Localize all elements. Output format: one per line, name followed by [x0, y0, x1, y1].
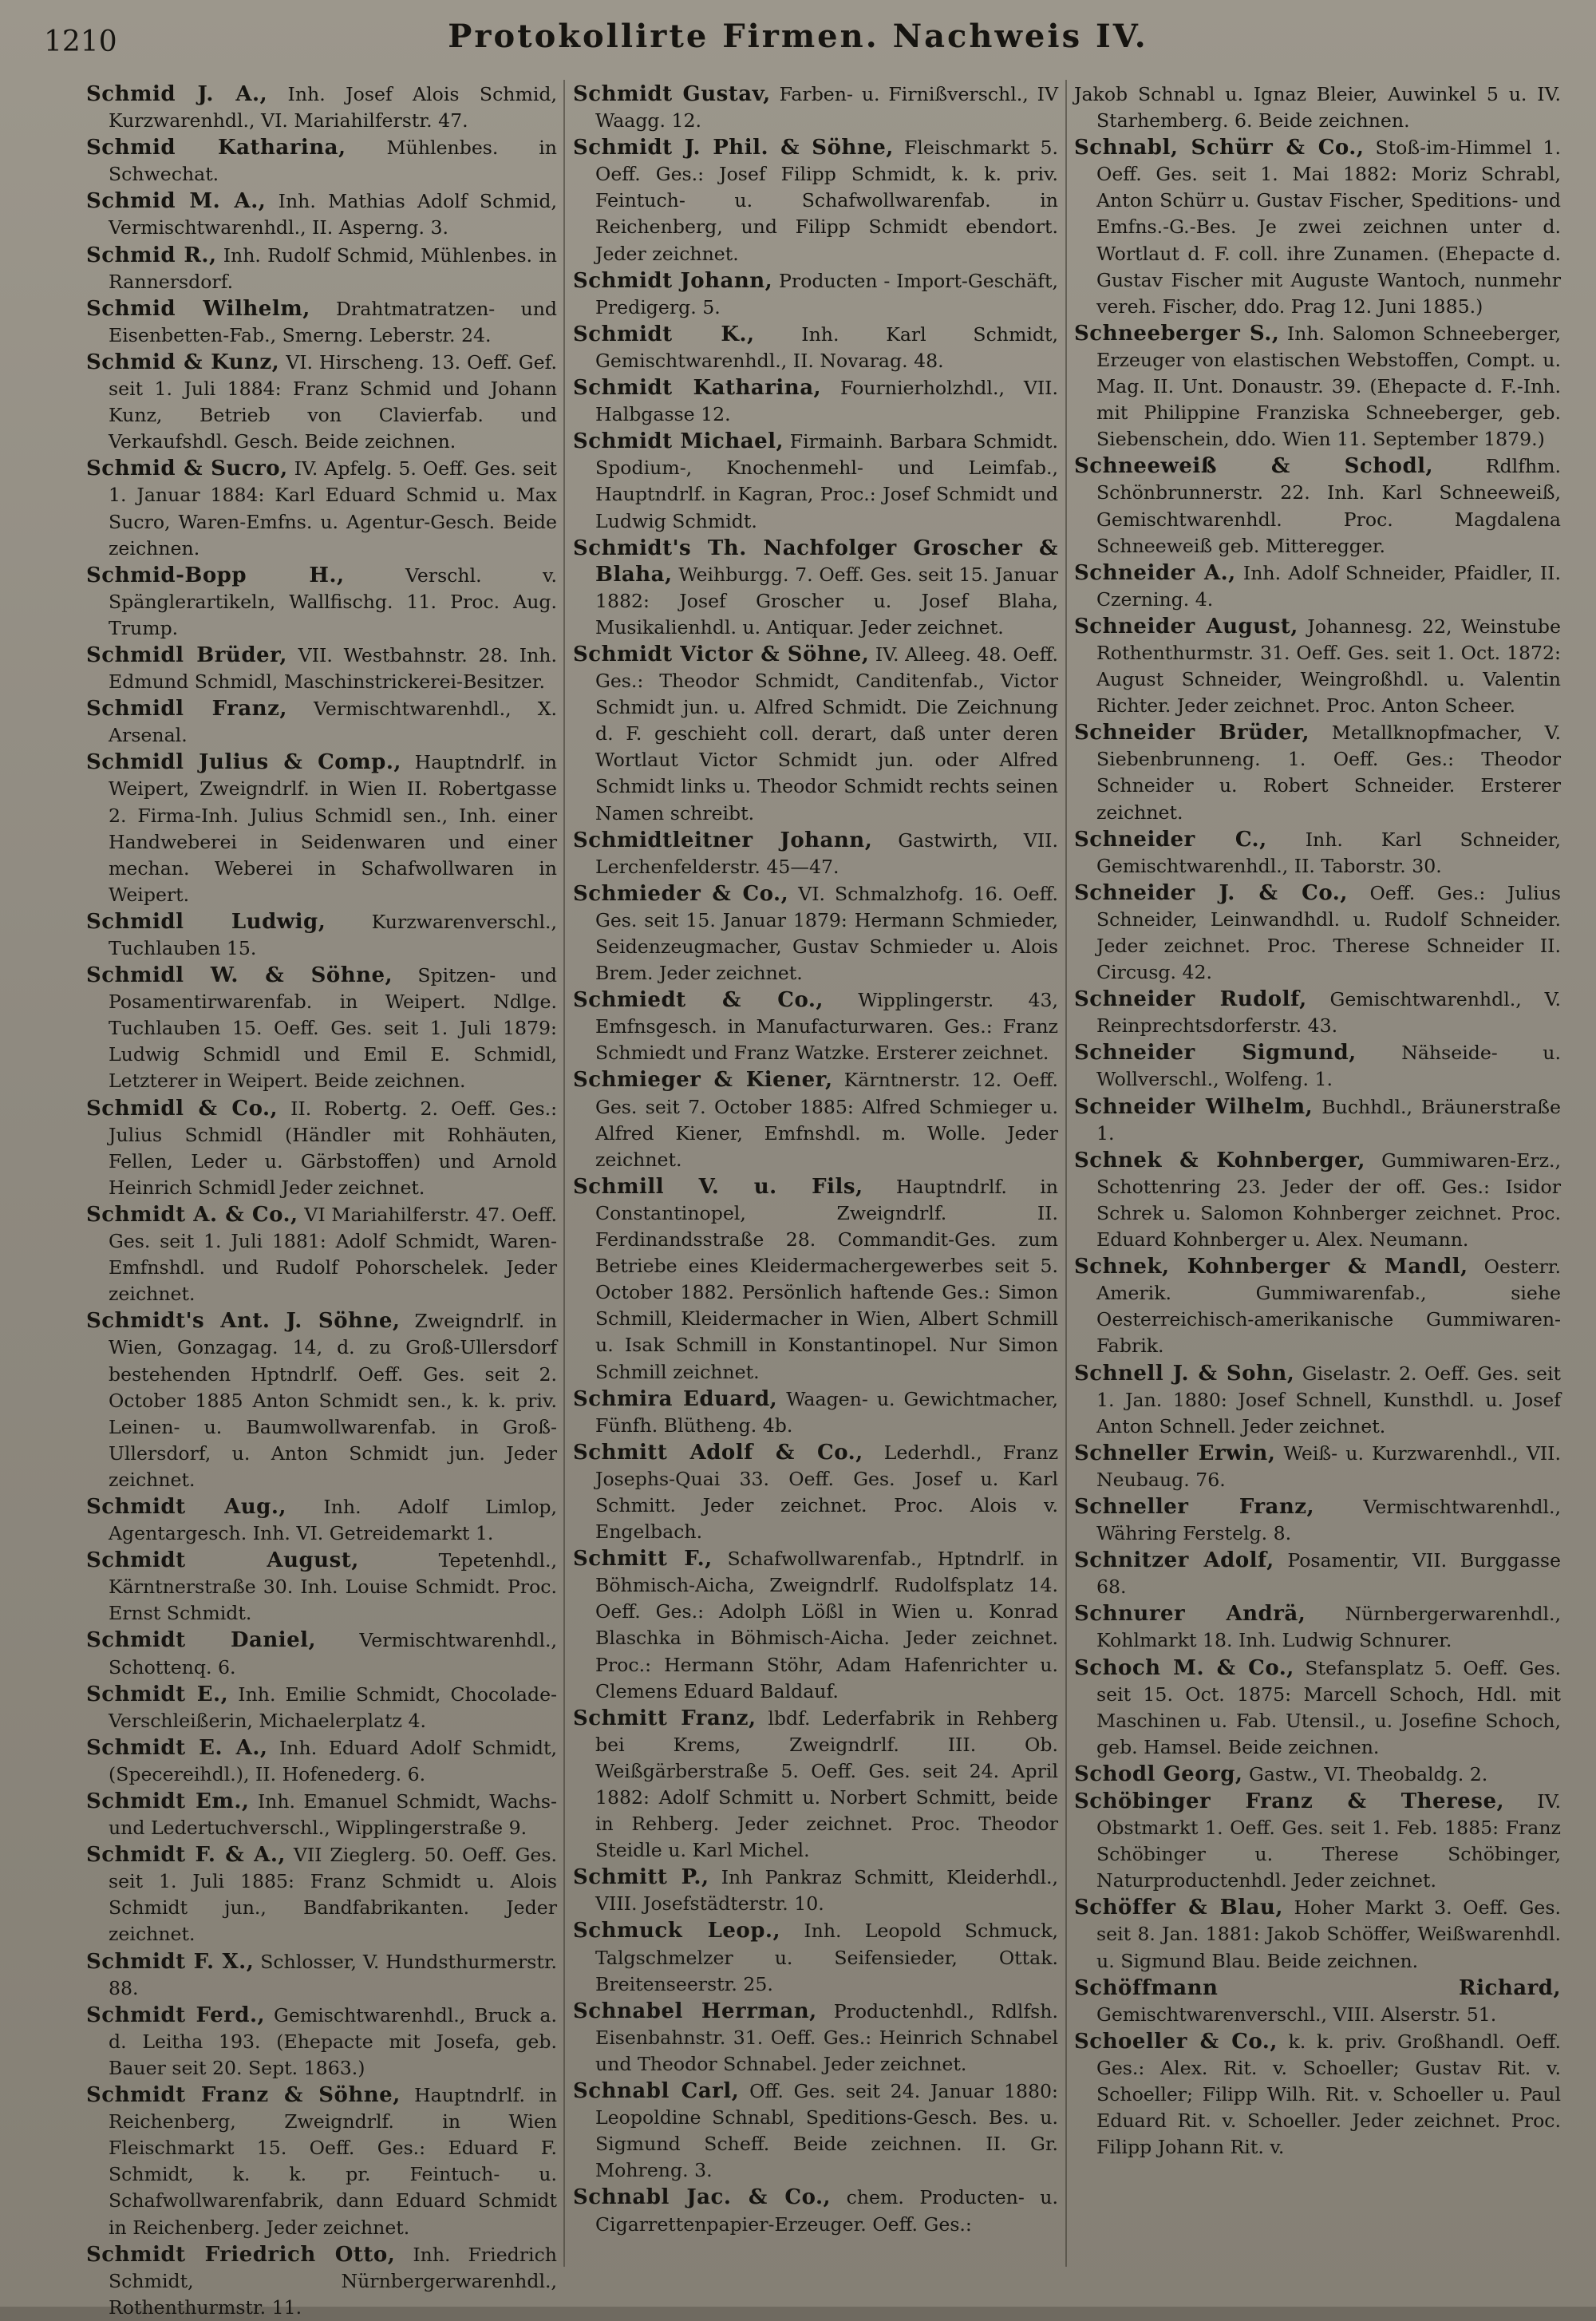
- directory-entry: [86, 296, 557, 349]
- firm-name: Schöbinger Franz & Therese,: [1074, 1789, 1505, 1813]
- directory-entry: [573, 1918, 1058, 1997]
- firm-name: Schmidt Daniel,: [86, 1628, 317, 1653]
- directory-entry: [1074, 720, 1561, 825]
- directory-entry: [1074, 1789, 1561, 1894]
- directory-entry: [1074, 1762, 1561, 1788]
- entry-details: VII. Westbahnstr. 28. Inh. Edmund Schmidl, Maschinstrickerei-Besitzer.: [109, 643, 558, 694]
- directory-entry: [86, 1789, 557, 1841]
- firm-name: Schneeberger S.,: [1074, 321, 1280, 346]
- firm-name: Schmidt Victor & Söhne,: [573, 642, 870, 666]
- directory-entry: [573, 828, 1058, 880]
- entry-details: Verschl. v. Spänglerartikeln, Wallfischg. 11. Proc. Aug. Trump.: [109, 563, 557, 639]
- firm-name: Schnell J. & Sohn,: [1074, 1361, 1295, 1386]
- entry-details: Nürnbergerwarenhdl., Kohlmarkt 18. Inh. Ludwig Schnurer.: [1096, 1603, 1561, 1652]
- entry-details: Rdlfhm. Schönbrunnerstr. 22. Inh. Karl Schneeweiß, Gemischtwarenhdl. Proc. Magdalena Schneeweiß geb. Mitteregger.: [1096, 455, 1562, 557]
- directory-entry: [86, 1627, 557, 1680]
- entry-details: Gummiwaren-Erz., Schottenring 23. Jeder der off. Ges.: Isidor Schrek u. Salomon Kohnberger zeichnet. Proc. Eduard Kohnberger u. Alex. Neumann.: [1096, 1149, 1561, 1251]
- firm-name: Schmidt A. & Co.,: [86, 1202, 298, 1227]
- firm-name: Schmidt Friedrich Otto,: [86, 2242, 396, 2267]
- directory-entry: [86, 2082, 557, 2241]
- entry-details: Posamentir, VII. Burggasse 68.: [1096, 1549, 1562, 1599]
- firm-name: Schmid-Bopp H.,: [86, 563, 345, 587]
- entry-details: Stefansplatz 5. Oeff. Ges. seit 15. Oct. 1875: Marcell Schoch, Hdl. mit Maschinen u. Fab. Utensil., u. Josefine Schoch, geb. Hamsel. Beide zeichnen.: [1096, 1656, 1561, 1758]
- entry-details: Oeff. Ges.: Julius Schneider, Leinwandhdl. u. Rudolf Schneider. Jeder zeichnet. Proc. Therese Schneider II. Circusg. 42.: [1096, 881, 1561, 984]
- entry-details: Gastwirth, VII. Lerchenfelderstr. 45—47.: [595, 828, 1058, 878]
- firm-name: Schmidt Franz & Söhne,: [86, 2083, 401, 2108]
- firm-name: Schmid J. A.,: [86, 82, 268, 106]
- entry-details: Schafwollwarenfab., Hptndrlf. in Böhmisch-Aicha, Zweigndrlf. Rudolfsplatz 14. Oeff. Ges.: Adolph Lößl in Wien u. Konrad Blaschka in Böhmisch-Aicha. Jeder zeichnet. Proc.: Hermann Stöhr, Adam Hafenrichter u. Clemens Eduard Baldauf.: [595, 1548, 1058, 1702]
- entry-details: k. k. priv. Großhandl. Oeff. Ges.: Alex. Rit. v. Schoeller; Gustav Rit. v. Schoeller; Filipp Wilh. Rit. v. Schoeller u. Paul Eduard Rit. v. Schoeller. Jeder zeichnet. Proc. Filipp Johann Rit. v.: [1096, 2030, 1561, 2159]
- entry-details: Lederhdl., Franz Josephs-Quai 33. Oeff. Ges. Josef u. Karl Schmitt. Jeder zeichnet. Proc. Alois v. Engelbach.: [595, 1441, 1059, 1544]
- firm-name: Schmidt F. & A.,: [86, 1843, 286, 1868]
- directory-entry: [1074, 1148, 1561, 1253]
- directory-entry: [1074, 81, 1561, 134]
- entry-details: IV. Obstmarkt 1. Oeff. Ges. seit 1. Feb. 1885: Franz Schöbinger u. Therese Schöbinger, Naturproductenhdl. Jeder zeichnet.: [1096, 1790, 1562, 1892]
- directory-entry: [573, 987, 1058, 1066]
- entry-details: Vermischtwarenhdl., Schottenq. 6.: [109, 1629, 557, 1678]
- directory-entry: [573, 322, 1058, 374]
- entry-details: Productenhdl., Rdlfsh. Eisenbahnstr. 31. Oeff. Ges.: Heinrich Schnabel und Theodor Schnabel. Jeder zeichnet.: [595, 1999, 1058, 2075]
- directory-entry: [86, 456, 557, 561]
- firm-name: Schneider Wilhelm,: [1074, 1094, 1314, 1119]
- directory-entry: [573, 1386, 1058, 1439]
- directory-entry: [1074, 880, 1561, 986]
- entry-details: Inh. Adolf Limlop, Agentargesch. Inh. VI. Getreidemarkt 1.: [109, 1495, 558, 1545]
- firm-name: Schmiedt & Co.,: [573, 988, 824, 1013]
- firm-name: Schnurer Andrä,: [1074, 1602, 1306, 1627]
- directory-entry: [86, 1548, 557, 1627]
- directory-entry: [573, 1864, 1058, 1917]
- firm-name: Schmidt's Th. Nachfolger Groscher & Blaha,: [573, 536, 1058, 587]
- firm-name: Schneider A.,: [1074, 560, 1236, 585]
- firm-name: Schmidt's Ant. J. Söhne,: [86, 1309, 401, 1334]
- entry-details: Oesterr. Amerik. Gummiwarenfab., siehe Oesterreichisch-amerikanische Gummiwaren-Fabrik.: [1096, 1255, 1561, 1358]
- firm-name: Schnek, Kohnberger & Mandl,: [1074, 1255, 1468, 1279]
- entry-details: Jakob Schnabl u. Ignaz Bleier, Auwinkel 5 u. IV. Starhemberg. 6. Beide zeichnen.: [1074, 83, 1561, 132]
- firm-name: Schmidt J. Phil. & Söhne,: [573, 136, 894, 160]
- entry-details: Inh. Eduard Adolf Schmidt, (Specereihdl.), II. Hofenederg. 6.: [109, 1736, 557, 1785]
- entry-details: Weiß- u. Kurzwarenhdl., VII. Neubaug. 76.: [1096, 1441, 1561, 1491]
- firm-name: Schneider J. & Co.,: [1074, 880, 1348, 905]
- firm-name: Schmidt E.,: [86, 1682, 229, 1706]
- entry-details: Inh. Emilie Schmidt, Chocolade-Verschleißerin, Michaelerplatz 4.: [109, 1682, 558, 1732]
- directory-entry: [1074, 987, 1561, 1039]
- entry-details: Tepetenhdl., Kärntnerstraße 30. Inh. Louise Schmidt. Proc. Ernst Schmidt.: [109, 1549, 558, 1625]
- firm-name: Schmidt Em.,: [86, 1789, 250, 1813]
- entry-details: Inh. Friedrich Schmidt, Nürnbergerwarenhdl., Rothenthurmstr. 11.: [109, 2243, 557, 2319]
- directory-entry: [86, 643, 557, 695]
- entry-details: Fournierholzhdl., VII. Halbgasse 12.: [595, 377, 1058, 426]
- column-2: [573, 81, 1058, 2284]
- directory-entry: [573, 1067, 1058, 1172]
- entry-details: Schlosser, V. Hundsthurmerstr. 88.: [109, 1950, 558, 1999]
- entry-details: VI. Schmalzhofg. 16. Oeff. Ges. seit 15. Januar 1879: Hermann Schmieder, Seidenzeugmacher, Gustav Schmieder u. Alois Brem. Jeder zeichnet.: [595, 882, 1059, 985]
- directory-entry: [573, 642, 1058, 827]
- entry-details: Hauptndrlf. in Constantinopel, Zweigndrlf. II. Ferdinandsstraße 28. Commandit-Ges. zum Betriebe eines Kleidermachergewerbes seit 5. October 1882. Persönlich haftende Ges.: Simon Schmill, Kleidermacher in Wien, Albert Schmill u. Isak Schmill in Konstantinopel. Nur Simon Schmill zeichnet.: [595, 1175, 1058, 1383]
- entry-details: VI. Hirscheng. 13. Oeff. Gef. seit 1. Juli 1884: Franz Schmid und Johann Kunz, Betrieb von Clavierfab. und Verkaufshdl. Gesch. Beide zeichnen.: [109, 350, 557, 453]
- firm-name: Schmidt F. X.,: [86, 1949, 255, 1974]
- firm-name: Schodl Georg,: [1074, 1762, 1243, 1786]
- entry-details: Vermischtwarenhdl., Währing Ferstelg. 8.: [1096, 1495, 1561, 1545]
- directory-entry: [1074, 560, 1561, 613]
- directory-entry: [573, 81, 1058, 134]
- directory-entry: [86, 563, 557, 642]
- entry-details: Off. Ges. seit 24. Januar 1880: Leopoldine Schnabl, Speditions-Gesch. Bes. u. Sigmund Scheff. Beide zeichnen. II. Gr. Mohreng. 3.: [595, 2080, 1058, 2182]
- firm-name: Schmieger & Kiener,: [573, 1068, 833, 1093]
- firm-name: Schnabl Jac. & Co.,: [573, 2185, 832, 2210]
- entry-details: II. Robertg. 2. Oeff. Ges.: Julius Schmidl (Händler mit Rohhäuten, Fellen, Leder u. Gärbstoffen) und Arnold Heinrich Schmidl Jeder zeichnet.: [109, 1097, 558, 1199]
- firm-name: Schmieder & Co.,: [573, 881, 789, 906]
- firm-name: Schmid & Sucro,: [86, 457, 288, 481]
- entry-details: Hoher Markt 3. Oeff. Ges. seit 8. Jan. 1881: Jakob Schöffer, Weißwarenhdl. u. Sigmund Blau. Beide zeichnen.: [1096, 1896, 1562, 1972]
- directory-entry: [86, 1308, 557, 1493]
- directory-entry: [86, 350, 557, 455]
- directory-entry: [1074, 1895, 1561, 1974]
- directory-entry: [1074, 1548, 1561, 1600]
- firm-name: Schneller Erwin,: [1074, 1441, 1276, 1465]
- firm-name: Schneller Franz,: [1074, 1494, 1315, 1519]
- directory-entry: [86, 1096, 557, 1201]
- firm-name: Schmidt Johann,: [573, 268, 773, 293]
- firm-name: Schnabl, Schürr & Co.,: [1074, 136, 1365, 160]
- entry-details: Johannesg. 22, Weinstube Rothenthurmstr. 31. Oeff. Ges. seit 1. Oct. 1872: August Schneider, Weingroßhdl. u. Valentin Richter. Jeder zeichnet. Proc. Anton Scheer.: [1096, 615, 1561, 718]
- entry-details: Inh. Salomon Schneeberger, Erzeuger von elastischen Webstoffen, Compt. u. Mag. II. Unt. Donaustr. 39. (Ehepacte d. F.-Inh. mit Philippine Franziska Schneeberger, geb. Siebenschein, ddo. Wien 11. September 1879.): [1096, 322, 1562, 451]
- entry-details: Inh. Josef Alois Schmid, Kurzwarenhdl., VI. Mariahilferstr. 47.: [109, 83, 558, 132]
- firm-name: Schmid R.,: [86, 243, 217, 267]
- firm-name: Schmidt Aug.,: [86, 1494, 286, 1519]
- entry-details: Fleischmarkt 5. Oeff. Ges.: Josef Filipp Schmidt, k. k. priv. Feintuch- u. Schafwollwarenfab. in Reichenberg, und Filipp Schmidt ebendort. Jeder zeichnet.: [595, 136, 1058, 265]
- entry-details: IV. Alleeg. 48. Oeff. Ges.: Theodor Schmidt, Canditenfab., Victor Schmidt jun. u. Alfred Schmidt. Die Zeichnung d. F. geschieht coll. derart, daß unter deren Wortlaut Victor Schmidt jun. oder Alfred Schmidt links u. Theodor Schmidt rechts seinen Namen schreibt.: [595, 643, 1059, 824]
- entry-details: Spitzen- und Posamentirwarenfab. in Weipert. Ndlge. Tuchlauben 15. Oeff. Ges. seit 1. Juli 1879: Ludwig Schmidl und Emil E. Schmidl, Letzterer in Weipert. Beide zeichnen.: [109, 964, 557, 1093]
- entry-details: chem. Producten- u. Cigarrettenpapier-Erzeuger. Oeff. Ges.:: [595, 2186, 1058, 2236]
- directory-entry: [86, 188, 557, 241]
- entry-details: Kärntnerstr. 12. Oeff. Ges. seit 7. October 1885: Alfred Schmieger u. Alfred Kiener, Emfnshdl. m. Wolle. Jeder zeichnet.: [595, 1069, 1058, 1171]
- directory-entry: [86, 2003, 557, 2082]
- entry-details: Gemischtwarenverschl., VIII. Alserstr. 51.: [1096, 2003, 1497, 2026]
- firm-name: Schmidt Gustav,: [573, 82, 771, 106]
- directory-entry: [1074, 453, 1561, 559]
- entry-details: Nähseide- u. Wollverschl., Wolfeng. 1.: [1096, 1042, 1561, 1091]
- firm-name: Schneider Sigmund,: [1074, 1041, 1357, 1066]
- directory-entry: [573, 1174, 1058, 1386]
- entry-details: Wipplingerstr. 43, Emfnsgesch. in Manufacturwaren. Ges.: Franz Schmiedt und Franz Watzke. Ersterer zeichnet.: [595, 989, 1059, 1065]
- directory-entry: [1074, 827, 1561, 880]
- firm-name: Schnitzer Adolf,: [1074, 1548, 1274, 1573]
- entry-details: Inh. Rudolf Schmid, Mühlenbes. in Rannersdorf.: [109, 243, 557, 293]
- directory-entry: [86, 1842, 557, 1947]
- firm-name: Schneider Rudolf,: [1074, 987, 1307, 1012]
- firm-name: Schmitt Franz,: [573, 1706, 757, 1730]
- entry-details: Giselastr. 2. Oeff. Ges. seit 1. Jan. 1880: Josef Schnell, Kunsthdl. u. Josef Anton Schnell. Jeder zeichnet.: [1096, 1362, 1562, 1437]
- directory-entry: [573, 1440, 1058, 1545]
- entry-details: Stoß-im-Himmel 1. Oeff. Ges. seit 1. Mai 1882: Moriz Schrabl, Anton Schürr u. Gustav Fischer, Speditions- und Emfns.-G.-Bes. Je zwei zeichnen unter d. Wortlaut d. F. coll. ihre Zunamen. (Ehepacte d. Gustav Fischer mit Auguste Wantoch, nunmehr vereh. Fischer, ddo. Prag 12. Juni 1885.): [1096, 136, 1562, 318]
- entry-details: Gemischtwarenhdl., Bruck a. d. Leitha 193. (Ehepacte mit Josefa, geb. Bauer seit 20. Sept. 1863.): [109, 2003, 557, 2079]
- directory-entry: [86, 696, 557, 749]
- directory-entry: [573, 1706, 1058, 1864]
- entry-details: Vermischtwarenhdl., X. Arsenal.: [109, 698, 557, 747]
- directory-entry: [1074, 614, 1561, 719]
- firm-name: Schnabel Herrman,: [573, 1999, 817, 2023]
- firm-name: Schöffer & Blau,: [1074, 1896, 1283, 1920]
- entry-details: IV. Apfelg. 5. Oeff. Ges. seit 1. Januar 1884: Karl Eduard Schmid u. Max Sucro, Waren-Emfns. u. Agentur-Gesch. Beide zeichnen.: [109, 457, 557, 559]
- directory-entry: [86, 135, 557, 188]
- firm-name: Schmidt August,: [86, 1548, 359, 1573]
- firm-name: Schneeweiß & Schodl,: [1074, 454, 1434, 479]
- entry-details: Firmainh. Barbara Schmidt. Spodium-, Knochenmehl- und Leimfab., Hauptndrlf. in Kagran, Proc.: Josef Schmidt und Ludwig Schmidt.: [595, 430, 1059, 532]
- directory-entry: [573, 135, 1058, 267]
- column-1: [86, 81, 558, 2319]
- directory-entry: [1074, 321, 1561, 453]
- firm-name: Schmidtleitner Johann,: [573, 828, 873, 852]
- entry-details: Inh. Adolf Schneider, Pfaidler, II. Czerning. 4.: [1096, 561, 1561, 611]
- directory-entry: [573, 429, 1058, 534]
- firm-name: Schmidt Katharina,: [573, 376, 822, 401]
- firm-name: Schmuck Leop.,: [573, 1919, 781, 1943]
- directory-entry: [573, 1546, 1058, 1705]
- firm-name: Schoeller & Co.,: [1074, 2029, 1278, 2054]
- entry-details: Gemischtwarenhdl., V. Reinprechtsdorferstr. 43.: [1096, 988, 1561, 1038]
- directory-entry: [573, 536, 1058, 641]
- directory-entry: [573, 375, 1058, 428]
- firm-name: Schmidt Michael,: [573, 429, 784, 454]
- firm-name: Schmidt K.,: [573, 322, 755, 346]
- firm-name: Schmill V. u. Fils,: [573, 1174, 863, 1199]
- firm-name: Schmid Wilhelm,: [86, 296, 310, 321]
- entry-details: lbdf. Lederfabrik in Rehberg bei Krems, Zweigndrlf. III. Ob. Weißgärberstraße 5. Oeff. Ges. seit 24. April 1882: Adolf Schmitt u. Norbert Schmitt, beide in Rehberg. Jeder zeichnet. Proc. Theodor Steidle u. Karl Michel.: [595, 1706, 1058, 1862]
- directory-entry: [86, 749, 557, 908]
- directory-entry: [1074, 1494, 1561, 1547]
- firm-name: Schneider Brüder,: [1074, 721, 1310, 745]
- directory-entry: [86, 81, 557, 134]
- firm-name: Schöffmann Richard,: [1074, 1975, 1561, 2000]
- column-divider: [563, 80, 565, 2267]
- firm-name: Schmitt F.,: [573, 1547, 713, 1572]
- entry-details: Inh. Emanuel Schmidt, Wachs- und Ledertuchverschl., Wipplingerstraße 9.: [109, 1790, 558, 1840]
- directory-entry: [1074, 1655, 1561, 1761]
- directory-entry: [86, 963, 557, 1094]
- entry-details: Inh. Karl Schneider, Gemischtwarenhdl., II. Taborstr. 30.: [1096, 828, 1561, 877]
- firm-name: Schmidl & Co.,: [86, 1096, 279, 1121]
- entry-details: VI Mariahilferstr. 47. Oeff. Ges. seit 1. Juli 1881: Adolf Schmidt, Waren-Emfnshdl. und Rudolf Pohorschelek. Jeder zeichnet.: [109, 1203, 558, 1306]
- firm-name: Schneider August,: [1074, 614, 1298, 639]
- directory-entry: [573, 1999, 1058, 2078]
- entry-details: Gastw., VI. Theobaldg. 2.: [1248, 1762, 1488, 1785]
- entry-details: Producten - Import-Geschäft, Predigerg. 5.: [595, 269, 1059, 318]
- directory-entry: [1074, 1975, 1561, 2028]
- firm-name: Schmidt E. A.,: [86, 1735, 268, 1760]
- entry-details: Kurzwarenverschl., Tuchlauben 15.: [109, 910, 557, 959]
- entry-details: Weihburgg. 7. Oeff. Ges. seit 15. Januar 1882: Josef Groscher u. Josef Blaha, Musikalienhdl. u. Antiquar. Jeder zeichnet.: [595, 563, 1058, 639]
- firm-name: Schmidt Ferd.,: [86, 2003, 266, 2027]
- entry-details: Inh. Mathias Adolf Schmid, Vermischtwarenhdl., II. Asperng. 3.: [109, 190, 557, 239]
- entry-details: Inh. Leopold Schmuck, Talgschmelzer u. Seifensieder, Ottak. Breitenseerstr. 25.: [595, 1920, 1058, 1995]
- directory-entry: [573, 2078, 1058, 2184]
- directory-entry: [86, 243, 557, 295]
- directory-entry: [1074, 1040, 1561, 1093]
- directory-entry: [86, 1202, 557, 1307]
- directory-entry: [573, 2185, 1058, 2237]
- directory-entry: [1074, 135, 1561, 320]
- entry-details: Drahtmatratzen- und Eisenbetten-Fab., Smerng. Leberstr. 24.: [109, 297, 557, 346]
- firm-name: Schmidl Franz,: [86, 697, 287, 722]
- directory-entry: [1074, 1601, 1561, 1654]
- firm-name: Schmitt P.,: [573, 1865, 709, 1890]
- directory-entry: [573, 268, 1058, 321]
- firm-name: Schmid Katharina,: [86, 136, 346, 160]
- firm-name: Schnabl Carl,: [573, 2079, 740, 2104]
- entry-details: Buchhdl., Bräunerstraße 1.: [1096, 1095, 1561, 1145]
- entry-details: Inh. Karl Schmidt, Gemischtwarenhdl., II. Novarag. 48.: [595, 322, 1059, 372]
- entry-details: Mühlenbes. in Schwechat.: [109, 136, 558, 186]
- directory-entry: [1074, 2029, 1561, 2161]
- entry-details: Zweigndrlf. in Wien, Gonzagag. 14, d. zu Groß-Ullersdorf bestehenden Hptndrlf. Oeff. Ges. seit 2. October 1885 Anton Schmidt sen., k. k. priv. Leinen- u. Baumwollwarenfab. in Groß-Ullersdorf, u. Anton Schmidt jun. Jeder zeichnet.: [109, 1310, 557, 1491]
- firm-name: Schmid M. A.,: [86, 189, 267, 214]
- directory-entry: [1074, 1254, 1561, 1359]
- directory-entry: [86, 2242, 557, 2321]
- firm-name: Schnek & Kohnberger,: [1074, 1148, 1365, 1172]
- firm-name: Schmitt Adolf & Co.,: [573, 1440, 863, 1465]
- entry-details: Metallknopfmacher, V. Siebenbrunneng. 1. Oeff. Ges.: Theodor Schneider u. Robert Schneider. Ersterer zeichnet.: [1096, 722, 1561, 824]
- entry-details: Farben- u. Firnißverschl., IV Waagg. 12.: [595, 83, 1059, 132]
- firm-name: Schmidl W. & Söhne,: [86, 963, 393, 988]
- column-divider: [1065, 80, 1067, 2267]
- firm-name: Schmid & Kunz,: [86, 350, 280, 374]
- page-title: Protokollirte Firmen. Nachweis IV.: [448, 18, 1148, 55]
- firm-name: Schmidl Julius & Comp.,: [86, 750, 401, 775]
- directory-entry: [86, 1682, 557, 1734]
- entry-details: Hauptndrlf. in Reichenberg, Zweigndrlf. in Wien Fleischmarkt 15. Oeff. Ges.: Eduard F. Schmidt, k. k. pr. Feintuch- u. Schafwollwarenfabrik, dann Eduard Schmidt in Reichenberg. Jeder zeichnet.: [109, 2084, 558, 2239]
- directory-entry: [86, 1735, 557, 1788]
- entry-details: VII Zieglerg. 50. Oeff. Ges. seit 1. Juli 1885: Franz Schmidt u. Alois Schmidt jun., Bandfabrikanten. Jeder zeichnet.: [109, 1844, 557, 1946]
- column-3: [1074, 81, 1561, 2284]
- firm-name: Schmidl Brüder,: [86, 643, 287, 667]
- entry-details: Hauptndrlf. in Weipert, Zweigndrlf. in Wien II. Robertgasse 2. Firma-Inh. Julius Schmidl sen., Inh. einer Handweberei in Seidenwaren und einer mechan. Weberei in Schafwollwaren in Weipert.: [109, 751, 557, 906]
- entry-details: Inh Pankraz Schmitt, Kleiderhdl., VIII. Josefstädterstr. 10.: [595, 1866, 1059, 1916]
- directory-entry: [1074, 1441, 1561, 1493]
- directory-entry: [573, 881, 1058, 987]
- firm-name: Schneider C.,: [1074, 827, 1267, 852]
- directory-entry: [1074, 1361, 1561, 1440]
- firm-name: Schmidl Ludwig,: [86, 909, 326, 934]
- firm-name: Schoch M. & Co.,: [1074, 1655, 1294, 1680]
- page-number: 1210: [44, 26, 117, 58]
- directory-entry: [86, 1949, 557, 2002]
- entry-details: Waagen- u. Gewichtmacher, Fünfh. Blütheng. 4b.: [595, 1387, 1058, 1437]
- directory-entry: [1074, 1094, 1561, 1147]
- directory-entry: [86, 1494, 557, 1547]
- directory-entry: [86, 909, 557, 962]
- firm-name: Schmira Eduard,: [573, 1386, 778, 1411]
